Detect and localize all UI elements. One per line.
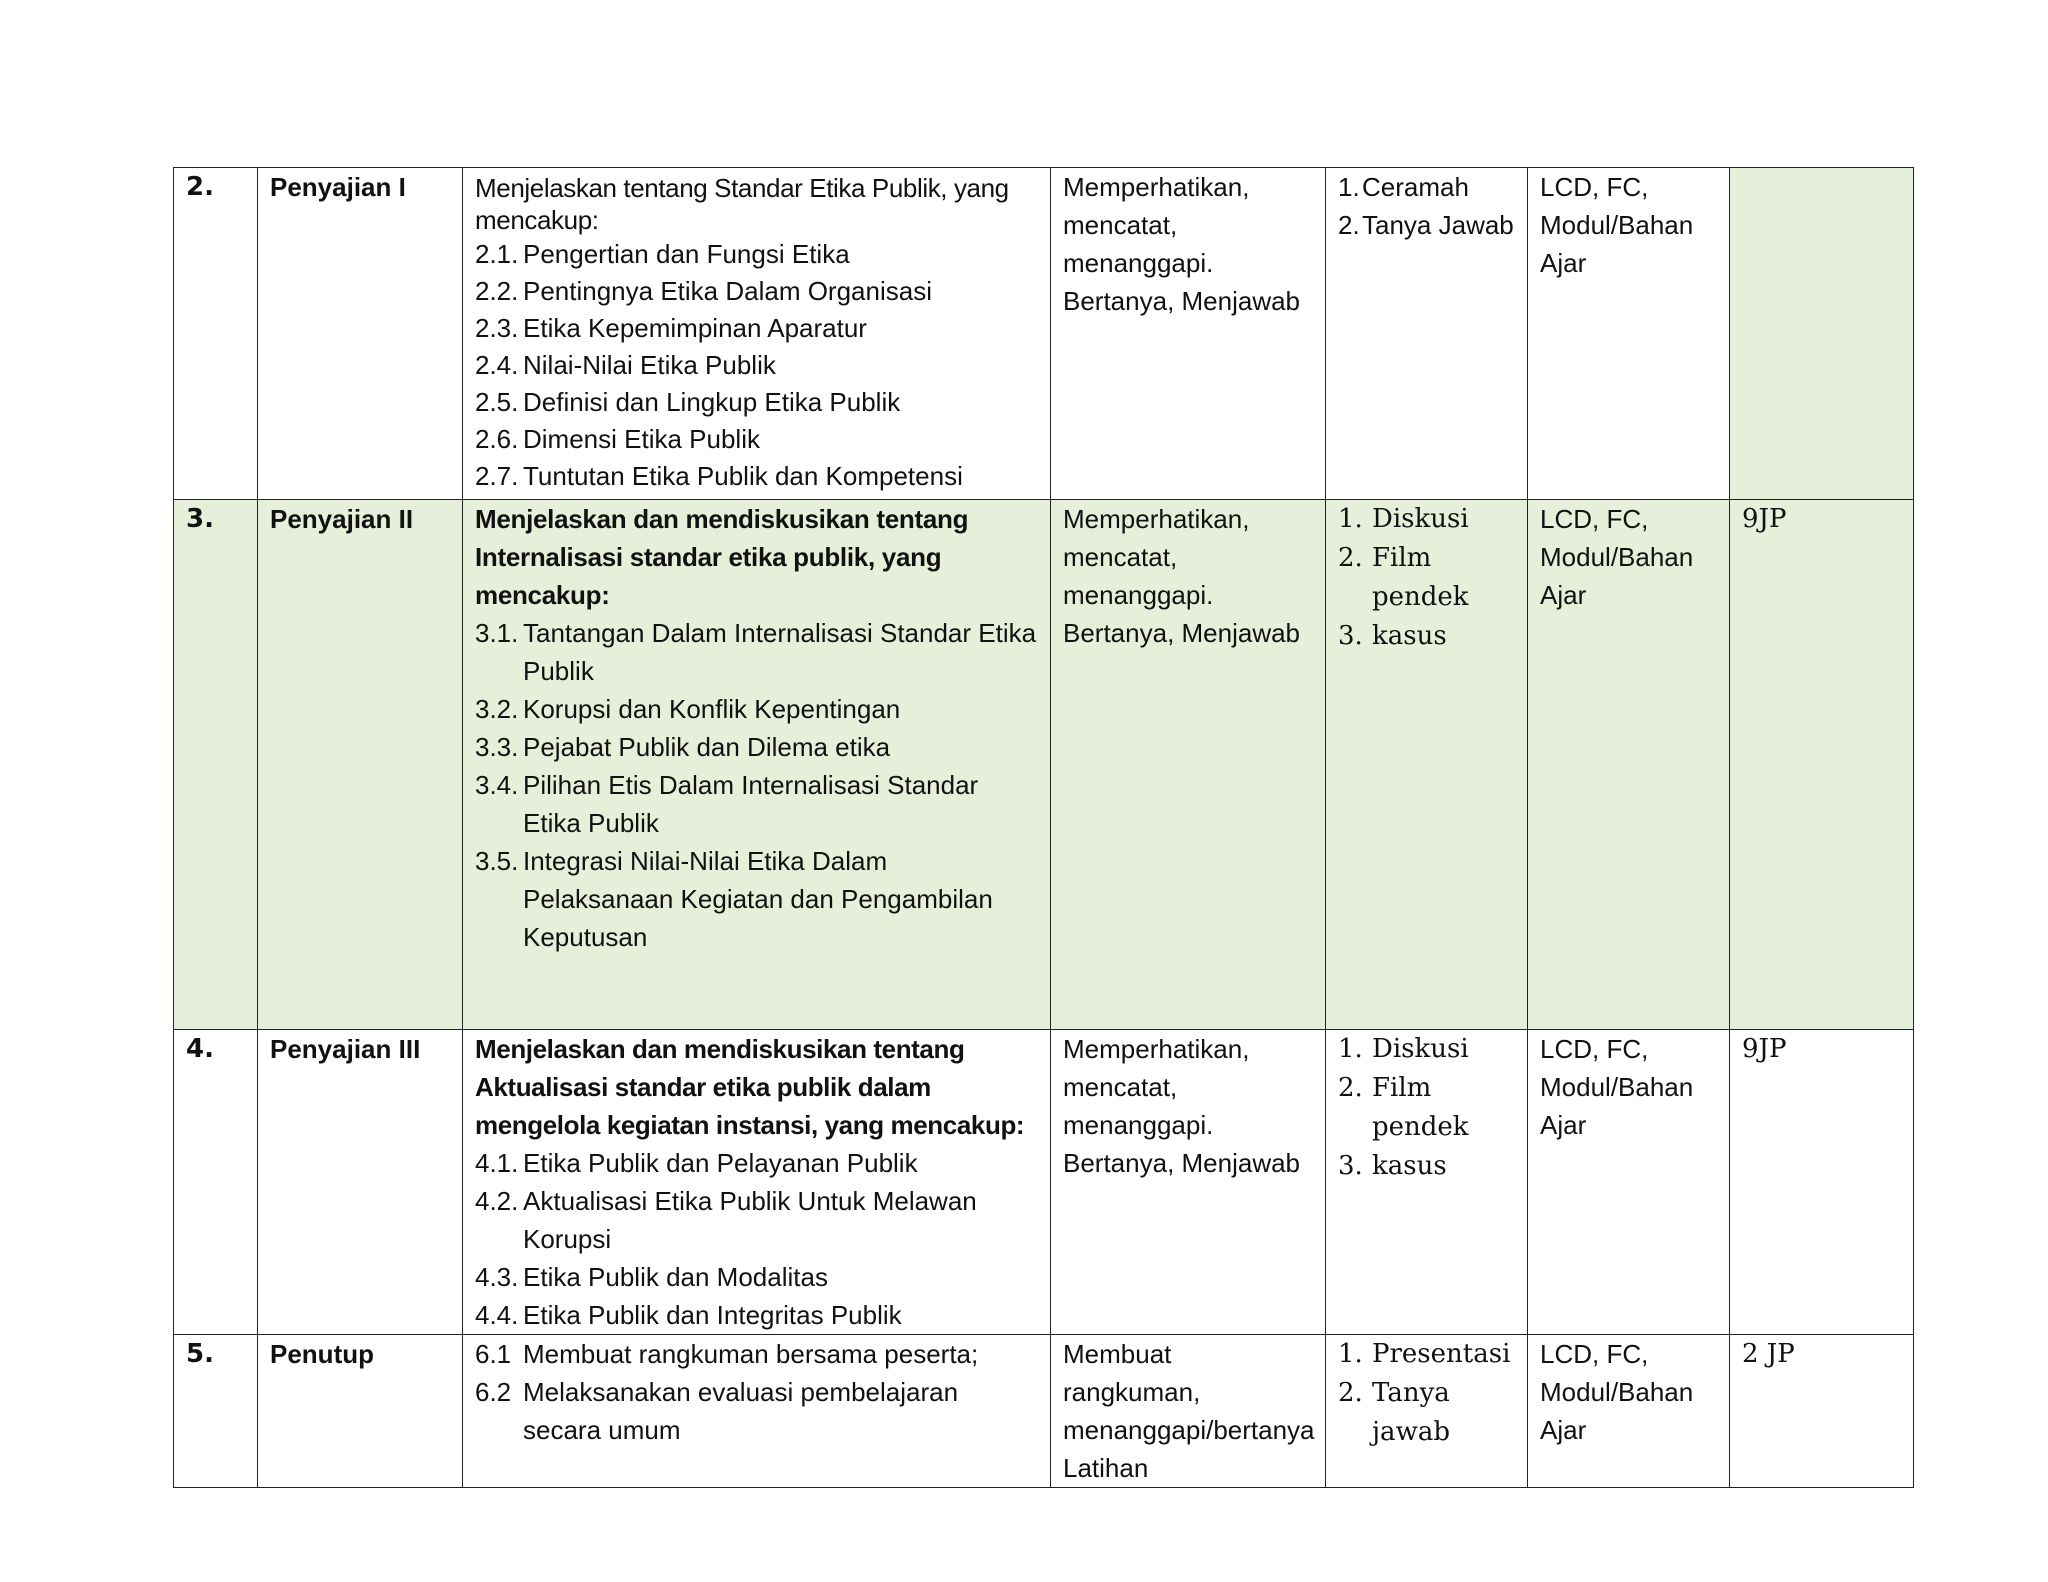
list-item: 3. kasus bbox=[1338, 621, 1447, 651]
list-item: 1. Ceramah bbox=[1338, 172, 1469, 202]
table-row bbox=[174, 500, 1914, 1030]
activity-cell: Memperhatikan, mencatat, menanggapi. Bertanya, Menjawab bbox=[1051, 168, 1326, 500]
list-item: 4.3. Etika Publik dan Modalitas bbox=[475, 1262, 828, 1292]
row-number: 5. bbox=[174, 1335, 258, 1488]
material-intro: Menjelaskan dan mendiskusikan tentang Aktualisasi standar etika publik dalam mengelola kegiatan instansi, yang mencakup: bbox=[475, 1034, 1025, 1140]
row-number: 4. bbox=[174, 1030, 258, 1335]
row-number: 2. bbox=[174, 168, 258, 500]
material-intro: Menjelaskan dan mendiskusikan tentang Internalisasi standar etika publik, yang mencakup: bbox=[475, 504, 969, 610]
list-item: 4.1. Etika Publik dan Pelayanan Publik bbox=[475, 1148, 918, 1178]
list-item: 2. Film pendek bbox=[1338, 543, 1469, 612]
method-cell bbox=[1326, 168, 1528, 500]
activity-cell: Memperhatikan, mencatat, menanggapi. Bertanya, Menjawab bbox=[1051, 500, 1326, 1030]
list-item: 2.7. Tuntutan Etika Publik dan Kompetensi bbox=[475, 461, 963, 491]
list-item: 3.3. Pejabat Publik dan Dilema etika bbox=[475, 732, 891, 762]
list-item: 6.2 Melaksanakan evaluasi pembelajaran secara umum bbox=[475, 1377, 959, 1445]
method-cell bbox=[1326, 1335, 1528, 1488]
list-item: 2.4. Nilai-Nilai Etika Publik bbox=[475, 350, 776, 380]
media-cell: LCD, FC, Modul/Bahan Ajar bbox=[1528, 500, 1730, 1030]
table-row bbox=[174, 1030, 1914, 1335]
media-cell: LCD, FC, Modul/Bahan Ajar bbox=[1528, 1030, 1730, 1335]
material-intro: Menjelaskan tentang Standar Etika Publik, yang mencakup: bbox=[475, 173, 1009, 235]
table-row bbox=[174, 1335, 1914, 1488]
activity-cell: Membuat rangkuman, menanggapi/bertanya Latihan bbox=[1051, 1335, 1326, 1488]
list-item: 2.1. Pengertian dan Fungsi Etika bbox=[475, 239, 850, 269]
stage-name: Penyajian II bbox=[258, 500, 463, 1030]
list-item: 2. Film pendek bbox=[1338, 1073, 1469, 1142]
stage-name: Penyajian I bbox=[258, 168, 463, 500]
time-cell: 9JP bbox=[1730, 1030, 1914, 1335]
time-cell bbox=[1730, 168, 1914, 500]
time-cell: 9JP bbox=[1730, 500, 1914, 1030]
media-cell: LCD, FC, Modul/Bahan Ajar bbox=[1528, 1335, 1730, 1488]
list-item: 4.4. Etika Publik dan Integritas Publik bbox=[475, 1300, 902, 1330]
list-item: 2.3. Etika Kepemimpinan Aparatur bbox=[475, 313, 867, 343]
table-row bbox=[174, 168, 1914, 500]
stage-name: Penyajian III bbox=[258, 1030, 463, 1335]
method-cell bbox=[1326, 1030, 1528, 1335]
list-item: 2.2. Pentingnya Etika Dalam Organisasi bbox=[475, 276, 932, 306]
list-item: 1. Diskusi bbox=[1338, 504, 1469, 534]
media-cell: LCD, FC, Modul/Bahan Ajar bbox=[1528, 168, 1730, 500]
list-item: 2.5. Definisi dan Lingkup Etika Publik bbox=[475, 387, 901, 417]
stage-name: Penutup bbox=[258, 1335, 463, 1488]
list-item: 3. kasus bbox=[1338, 1151, 1447, 1181]
list-item: 3.4. Pilihan Etis Dalam Internalisasi Standar Etika Publik bbox=[475, 770, 979, 838]
list-item: 6.1 Membuat rangkuman bersama peserta; bbox=[475, 1339, 979, 1369]
list-item: 2. Tanya Jawab bbox=[1338, 210, 1514, 240]
list-item: 3.1. Tantangan Dalam Internalisasi Standar Etika Publik bbox=[475, 618, 1037, 686]
material-cell bbox=[463, 1030, 1051, 1335]
method-cell bbox=[1326, 500, 1528, 1030]
list-item: 2. Tanya jawab bbox=[1338, 1378, 1450, 1447]
list-item: 4.2. Aktualisasi Etika Publik Untuk Melawan Korupsi bbox=[475, 1186, 977, 1254]
activity-cell: Memperhatikan, mencatat, menanggapi. Bertanya, Menjawab bbox=[1051, 1030, 1326, 1335]
time-cell: 2 JP bbox=[1730, 1335, 1914, 1488]
material-cell bbox=[463, 500, 1051, 1030]
list-item: 2.6. Dimensi Etika Publik bbox=[475, 424, 760, 454]
list-item: 1. Presentasi bbox=[1338, 1339, 1511, 1369]
material-cell bbox=[463, 168, 1051, 500]
list-item: 1. Diskusi bbox=[1338, 1034, 1469, 1064]
row-number: 3. bbox=[174, 500, 258, 1030]
list-item: 3.5. Integrasi Nilai-Nilai Etika Dalam Pelaksanaan Kegiatan dan Pengambilan Keputusan bbox=[475, 846, 993, 952]
list-item: 3.2. Korupsi dan Konflik Kepentingan bbox=[475, 694, 901, 724]
material-cell bbox=[463, 1335, 1051, 1488]
learning-plan-table bbox=[173, 167, 1914, 1488]
